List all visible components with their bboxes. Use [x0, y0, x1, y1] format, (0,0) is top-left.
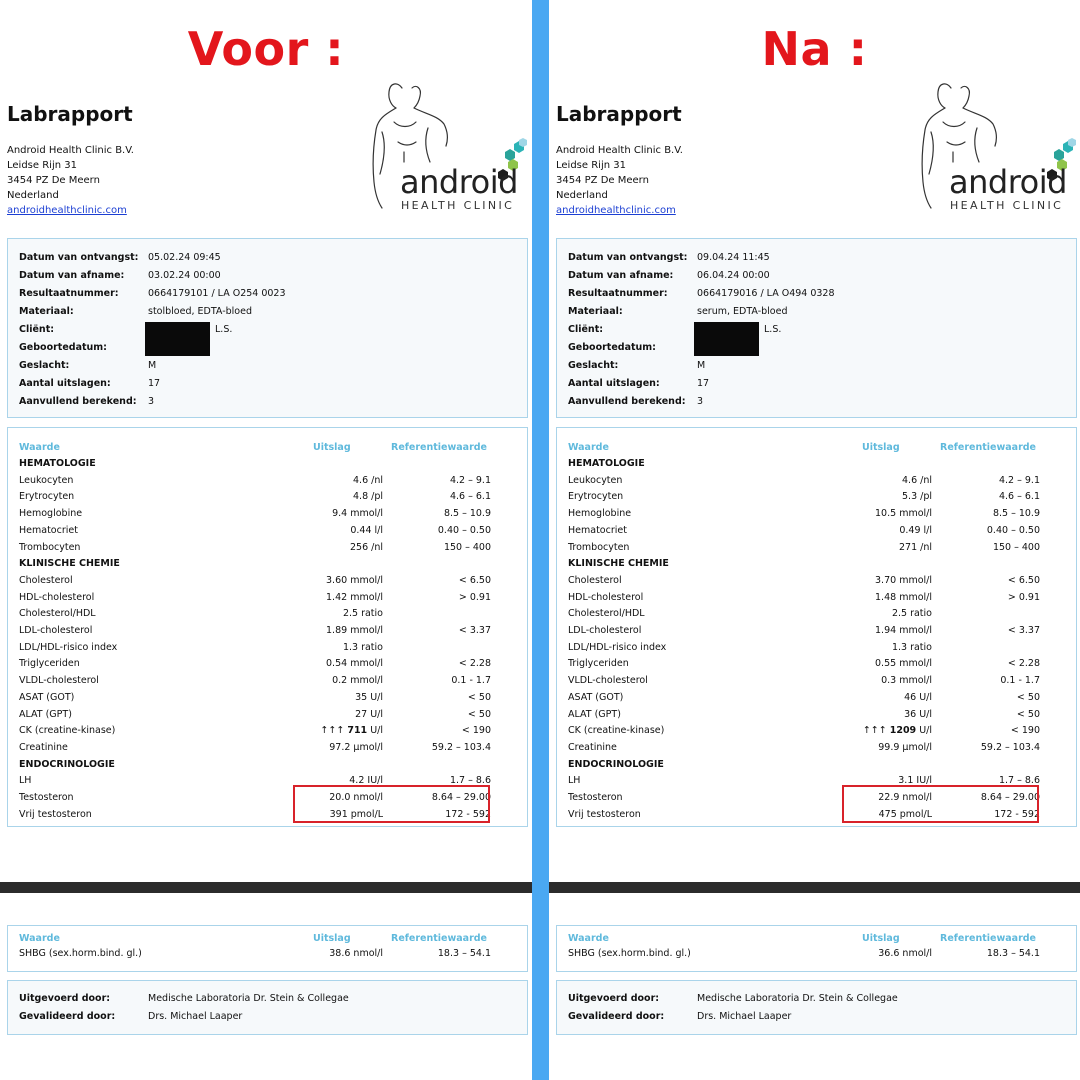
- table-row: [568, 639, 1048, 656]
- reference-range: 0.1 - 1.7: [451, 675, 491, 687]
- result-value: 46 U/l: [904, 691, 932, 703]
- table-row: [568, 572, 1048, 589]
- result-value: 4.6 /nl: [902, 474, 932, 486]
- reference-range: 4.2 – 9.1: [998, 474, 1040, 486]
- result-value: 256 /nl: [349, 541, 383, 553]
- reference-range: < 50: [1016, 708, 1040, 720]
- table-row: [19, 739, 499, 756]
- reference-range: < 6.50: [458, 574, 491, 586]
- result-name: Hematocriet: [568, 524, 627, 536]
- result-name: Vrij testosteron: [568, 808, 641, 820]
- reference-range: 8.5 – 10.9: [992, 508, 1040, 520]
- info-value: 06.04.24 00:00: [697, 270, 770, 281]
- result-value: ↑↑↑ 1209 U/l: [862, 725, 932, 737]
- table-row: [19, 945, 499, 962]
- info-value: 03.02.24 00:00: [148, 270, 221, 281]
- column-header-referentiewaarde: Referentiewaarde: [940, 933, 1036, 944]
- table-row: [568, 722, 1048, 739]
- info-label: Geboortedatum:: [568, 342, 656, 353]
- table-row: [568, 706, 1048, 723]
- logo-subtitle: HEALTH CLINIC: [401, 199, 515, 212]
- result-name: HEMATOLOGIE: [19, 458, 96, 469]
- column-header-referentiewaarde: Referentiewaarde: [391, 933, 487, 944]
- reference-range: 8.5 – 10.9: [443, 508, 491, 520]
- result-name: ASAT (GOT): [568, 691, 624, 703]
- info-label: Geslacht:: [19, 360, 70, 371]
- table-row: [19, 639, 499, 656]
- reference-range: < 2.28: [1007, 658, 1040, 670]
- result-name: Testosteron: [568, 792, 623, 803]
- reference-range: < 190: [461, 725, 491, 737]
- reference-range: 18.3 – 54.1: [437, 948, 491, 959]
- reference-range: 1.7 – 8.6: [449, 775, 491, 787]
- address-line: Leidse Rijn 31: [7, 160, 77, 171]
- info-value: 05.02.24 09:45: [148, 252, 221, 263]
- reference-range: 1.7 – 8.6: [998, 775, 1040, 787]
- result-name: Hemoglobine: [19, 508, 83, 520]
- result-name: VLDL-cholesterol: [568, 675, 648, 687]
- info-label: Aantal uitslagen:: [568, 378, 660, 389]
- reference-range: 0.40 – 0.50: [986, 524, 1040, 536]
- info-value: 0664179016 / LA O494 0328: [697, 288, 835, 299]
- result-name: LDL-cholesterol: [568, 625, 642, 636]
- result-value: 3.60 mmol/l: [326, 574, 383, 586]
- result-name: Leukocyten: [568, 474, 623, 486]
- table-row: [19, 472, 499, 489]
- reference-range: 150 – 400: [443, 541, 491, 553]
- results-table-page2: [556, 925, 1077, 972]
- reference-range: 8.64 – 29.00: [980, 792, 1040, 803]
- result-name: Triglyceriden: [568, 658, 629, 670]
- report-title: Labrapport: [556, 102, 682, 126]
- lab-footer-box: [556, 980, 1077, 1035]
- result-value: 4.8 /pl: [353, 491, 383, 503]
- clinic-address: [556, 143, 683, 218]
- table-row: [19, 505, 499, 522]
- info-label: Materiaal:: [19, 306, 74, 317]
- reference-range: > 0.91: [458, 591, 491, 603]
- before-panel: [0, 0, 532, 1080]
- result-name: HEMATOLOGIE: [568, 458, 645, 469]
- info-label: Aantal uitslagen:: [19, 378, 111, 389]
- table-row: [19, 655, 499, 672]
- section-heading: [19, 555, 499, 572]
- table-row: [568, 622, 1048, 639]
- table-row: [568, 739, 1048, 756]
- column-header-referentiewaarde: Referentiewaarde: [391, 442, 487, 453]
- info-label: Cliënt:: [568, 324, 604, 335]
- table-row: [568, 655, 1048, 672]
- clinic-website-link[interactable]: androidhealthclinic.com: [556, 205, 676, 216]
- table-row: [19, 722, 499, 739]
- result-name: LH: [568, 775, 581, 787]
- section-heading: [19, 756, 499, 773]
- result-value: 27 U/l: [355, 708, 383, 720]
- table-row: [568, 539, 1048, 556]
- comparison-heading: Voor :: [187, 22, 345, 76]
- address-line: Leidse Rijn 31: [556, 160, 626, 171]
- reference-range: < 50: [467, 708, 491, 720]
- address-line: Android Health Clinic B.V.: [7, 145, 134, 156]
- result-name: LDL/HDL-risico index: [19, 641, 118, 653]
- table-row: [19, 605, 499, 622]
- result-value: 0.2 mmol/l: [332, 675, 383, 687]
- logo-wordmark: android: [949, 163, 1067, 201]
- result-name: Leukocyten: [19, 474, 74, 486]
- results-table: [7, 427, 528, 827]
- testosterone-highlight-box: [293, 785, 490, 823]
- table-row: [19, 622, 499, 639]
- result-value: 10.5 mmol/l: [875, 508, 932, 520]
- info-value: 09.04.24 11:45: [697, 252, 770, 263]
- logo-wordmark: android: [400, 163, 518, 201]
- result-value: 38.6 nmol/l: [329, 948, 383, 959]
- info-value: L.S.: [215, 324, 233, 335]
- result-value: 0.54 mmol/l: [326, 658, 383, 670]
- result-name: ALAT (GPT): [19, 708, 72, 720]
- redaction-block: [694, 322, 759, 356]
- table-row: [19, 488, 499, 505]
- info-label: Geboortedatum:: [19, 342, 107, 353]
- report-title: Labrapport: [7, 102, 133, 126]
- reference-range: < 6.50: [1007, 574, 1040, 586]
- reference-range: 18.3 – 54.1: [986, 948, 1040, 959]
- reference-range: < 3.37: [1007, 625, 1040, 636]
- info-label: Aanvullend berekend:: [19, 396, 137, 407]
- result-name: Vrij testosteron: [19, 808, 92, 820]
- result-value: 9.4 mmol/l: [332, 508, 383, 520]
- column-header-referentiewaarde: Referentiewaarde: [940, 442, 1036, 453]
- clinic-logo: [917, 82, 1079, 214]
- result-value: 0.49 l/l: [899, 524, 932, 536]
- result-value: 4.6 /nl: [353, 474, 383, 486]
- reference-range: < 3.37: [458, 625, 491, 636]
- table-row: [568, 945, 1048, 962]
- info-label: Materiaal:: [568, 306, 623, 317]
- footer-value: Medische Laboratoria Dr. Stein & Collegae: [697, 993, 898, 1004]
- result-name: Erytrocyten: [19, 491, 75, 503]
- table-row: [568, 505, 1048, 522]
- result-value: 20.0 nmol/l: [329, 792, 383, 803]
- result-value: 2.5 ratio: [891, 608, 932, 620]
- footer-value: Drs. Michael Laaper: [148, 1011, 243, 1022]
- section-heading: [568, 555, 1048, 572]
- result-value: 0.3 mmol/l: [881, 675, 932, 687]
- table-row: [19, 572, 499, 589]
- reference-range: 59.2 – 103.4: [431, 741, 491, 753]
- result-value: 391 pmol/L: [329, 808, 383, 820]
- info-value: serum, EDTA-bloed: [697, 306, 788, 317]
- result-name: LDL/HDL-risico index: [568, 641, 667, 653]
- footer-label: Uitgevoerd door:: [568, 993, 660, 1004]
- result-value: 1.42 mmol/l: [326, 591, 383, 603]
- results-table: [556, 427, 1077, 827]
- testosterone-highlight-box: [842, 785, 1039, 823]
- table-row: [19, 689, 499, 706]
- result-value: 3.70 mmol/l: [875, 574, 932, 586]
- result-value: 475 pmol/L: [878, 808, 932, 820]
- result-name: Creatinine: [568, 741, 617, 753]
- comparison-heading: Na :: [761, 22, 868, 76]
- footer-label: Uitgevoerd door:: [19, 993, 111, 1004]
- reference-range: 150 – 400: [992, 541, 1040, 553]
- result-name: ENDOCRINOLOGIE: [19, 758, 115, 770]
- column-header-uitslag: Uitslag: [313, 442, 351, 453]
- footer-label: Gevalideerd door:: [19, 1011, 116, 1022]
- address-line: 3454 PZ De Meern: [7, 175, 100, 186]
- address-line: 3454 PZ De Meern: [556, 175, 649, 186]
- info-label: Datum van afname:: [19, 270, 125, 281]
- result-value: 271 /nl: [898, 541, 932, 553]
- result-name: KLINISCHE CHEMIE: [568, 558, 669, 570]
- result-value: 1.3 ratio: [342, 641, 383, 653]
- reference-range: 8.64 – 29.00: [431, 792, 491, 803]
- reference-range: 0.40 – 0.50: [437, 524, 491, 536]
- reference-range: > 0.91: [1007, 591, 1040, 603]
- result-value: 35 U/l: [355, 691, 383, 703]
- result-name: SHBG (sex.horm.bind. gl.): [568, 948, 691, 959]
- patient-info-box: [7, 238, 528, 418]
- reference-range: 4.6 – 6.1: [998, 491, 1040, 503]
- info-value: 3: [697, 396, 704, 407]
- info-value: 17: [697, 378, 710, 389]
- table-row: [19, 672, 499, 689]
- info-label: Datum van ontvangst:: [568, 252, 688, 263]
- column-header-uitslag: Uitslag: [862, 933, 900, 944]
- reference-range: < 50: [1016, 691, 1040, 703]
- result-value: 1.48 mmol/l: [875, 591, 932, 603]
- result-value: 4.2 IU/l: [349, 775, 383, 787]
- info-value: M: [148, 360, 157, 371]
- address-line: Nederland: [7, 190, 59, 201]
- result-value: 22.9 nmol/l: [878, 792, 932, 803]
- info-label: Aanvullend berekend:: [568, 396, 686, 407]
- info-label: Datum van afname:: [568, 270, 674, 281]
- info-value: M: [697, 360, 706, 371]
- table-row: [568, 472, 1048, 489]
- result-name: Hematocriet: [19, 524, 78, 536]
- result-name: Trombocyten: [19, 541, 81, 553]
- result-value: ↑↑↑ 711 U/l: [320, 725, 383, 737]
- footer-value: Drs. Michael Laaper: [697, 1011, 792, 1022]
- result-name: HDL-cholesterol: [19, 591, 95, 603]
- table-row: [19, 522, 499, 539]
- table-row: [568, 488, 1048, 505]
- result-name: Testosteron: [19, 792, 74, 803]
- result-name: Cholesterol/HDL: [19, 608, 96, 620]
- info-value: 0664179101 / LA O254 0023: [148, 288, 286, 299]
- footer-value: Medische Laboratoria Dr. Stein & Collegae: [148, 993, 349, 1004]
- result-name: Cholesterol: [19, 574, 73, 586]
- result-name: CK (creatine-kinase): [568, 725, 665, 737]
- after-panel: [549, 0, 1080, 1080]
- result-value: 36 U/l: [904, 708, 932, 720]
- result-value: 2.5 ratio: [342, 608, 383, 620]
- info-label: Datum van ontvangst:: [19, 252, 139, 263]
- column-header-waarde: Waarde: [568, 933, 609, 944]
- address-line: Android Health Clinic B.V.: [556, 145, 683, 156]
- reference-range: < 2.28: [458, 658, 491, 670]
- table-row: [19, 706, 499, 723]
- result-name: SHBG (sex.horm.bind. gl.): [19, 948, 142, 959]
- table-row: [568, 689, 1048, 706]
- clinic-logo: [368, 82, 530, 214]
- table-row: [568, 589, 1048, 606]
- result-name: Hemoglobine: [568, 508, 632, 520]
- reference-range: 0.1 - 1.7: [1000, 675, 1040, 687]
- result-name: LDL-cholesterol: [19, 625, 93, 636]
- redaction-block: [145, 322, 210, 356]
- center-divider: [532, 0, 549, 1080]
- table-row: [568, 522, 1048, 539]
- result-name: Cholesterol: [568, 574, 622, 586]
- reference-range: 172 - 592: [445, 808, 491, 820]
- column-header-waarde: Waarde: [568, 442, 609, 453]
- table-row: [568, 605, 1048, 622]
- result-value: 3.1 IU/l: [898, 775, 932, 787]
- reference-range: < 50: [467, 691, 491, 703]
- table-row: [19, 589, 499, 606]
- result-name: KLINISCHE CHEMIE: [19, 558, 120, 570]
- section-heading: [19, 455, 499, 472]
- reference-range: 4.2 – 9.1: [449, 474, 491, 486]
- result-name: Trombocyten: [568, 541, 630, 553]
- result-value: 1.89 mmol/l: [326, 625, 383, 636]
- info-value: 17: [148, 378, 161, 389]
- result-name: LH: [19, 775, 32, 787]
- section-heading: [568, 756, 1048, 773]
- column-header-uitslag: Uitslag: [862, 442, 900, 453]
- info-value: 3: [148, 396, 155, 407]
- result-name: Erytrocyten: [568, 491, 624, 503]
- reference-range: 59.2 – 103.4: [980, 741, 1040, 753]
- reference-range: 172 - 592: [994, 808, 1040, 820]
- info-label: Resultaatnummer:: [19, 288, 119, 299]
- column-header-waarde: Waarde: [19, 442, 60, 453]
- result-value: 0.55 mmol/l: [875, 658, 932, 670]
- result-value: 1.94 mmol/l: [875, 625, 932, 636]
- result-name: Creatinine: [19, 741, 68, 753]
- result-name: ALAT (GPT): [568, 708, 621, 720]
- patient-info-box: [556, 238, 1077, 418]
- result-value: 1.3 ratio: [891, 641, 932, 653]
- result-value: 5.3 /pl: [902, 491, 932, 503]
- footer-label: Gevalideerd door:: [568, 1011, 665, 1022]
- result-value: 97.2 µmol/l: [329, 741, 383, 753]
- result-name: VLDL-cholesterol: [19, 675, 99, 687]
- result-name: CK (creatine-kinase): [19, 725, 116, 737]
- results-table-page2: [7, 925, 528, 972]
- table-row: [568, 672, 1048, 689]
- info-value: L.S.: [764, 324, 782, 335]
- clinic-website-link[interactable]: androidhealthclinic.com: [7, 205, 127, 216]
- result-name: ENDOCRINOLOGIE: [568, 758, 664, 770]
- lab-footer-box: [7, 980, 528, 1035]
- result-name: HDL-cholesterol: [568, 591, 644, 603]
- result-value: 36.6 nmol/l: [878, 948, 932, 959]
- result-name: Cholesterol/HDL: [568, 608, 645, 620]
- clinic-address: [7, 143, 134, 218]
- address-line: Nederland: [556, 190, 608, 201]
- result-value: 99.9 µmol/l: [878, 741, 932, 753]
- table-row: [19, 539, 499, 556]
- reference-range: 4.6 – 6.1: [449, 491, 491, 503]
- info-label: Geslacht:: [568, 360, 619, 371]
- column-header-uitslag: Uitslag: [313, 933, 351, 944]
- column-header-waarde: Waarde: [19, 933, 60, 944]
- result-value: 0.44 l/l: [350, 524, 383, 536]
- result-name: ASAT (GOT): [19, 691, 75, 703]
- info-label: Cliënt:: [19, 324, 55, 335]
- logo-subtitle: HEALTH CLINIC: [950, 199, 1064, 212]
- info-value: stolbloed, EDTA-bloed: [148, 306, 252, 317]
- section-heading: [568, 455, 1048, 472]
- info-label: Resultaatnummer:: [568, 288, 668, 299]
- result-name: Triglyceriden: [19, 658, 80, 670]
- reference-range: < 190: [1010, 725, 1040, 737]
